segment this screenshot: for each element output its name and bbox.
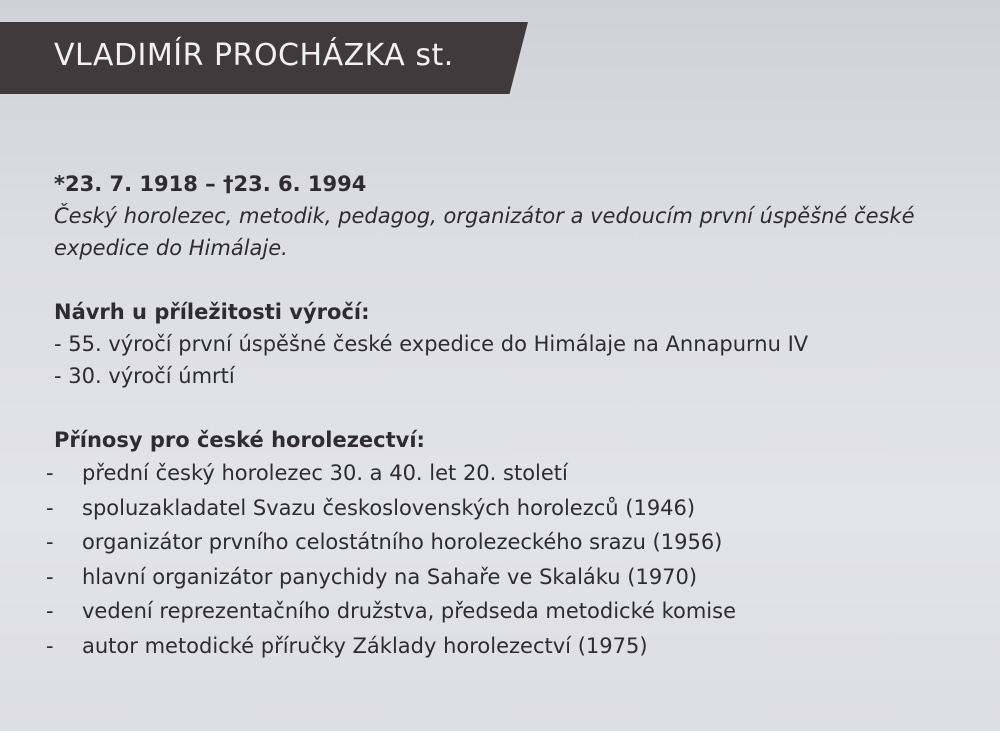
list-item	[46, 560, 984, 595]
bullet-dash: -	[46, 530, 54, 554]
slide-content	[46, 168, 984, 663]
bullet-dash: -	[46, 599, 54, 623]
bullet-dash: -	[46, 495, 54, 520]
description: Český horolezec, metodik, pedagog, organizátor a vedoucím první úspěšné české expedice do Himálaje.	[54, 204, 915, 260]
bullet-dash: -	[46, 564, 54, 589]
list-item	[46, 456, 984, 491]
list-item-text: autor metodické příručky Základy horolezectví (1975)	[82, 633, 648, 658]
list-item	[46, 629, 984, 664]
list-item	[46, 594, 984, 629]
list-item-text: organizátor prvního celostátního horolezeckého srazu (1956)	[82, 530, 723, 554]
proposal-heading: Návrh u příležitosti výročí:	[54, 300, 370, 324]
list-item: - 30. výročí úmrtí	[54, 364, 235, 388]
list-item-text: spoluzakladatel Svazu československých horolezců (1946)	[82, 495, 696, 520]
life-dates: *23. 7. 1918 – †23. 6. 1994	[54, 172, 367, 196]
list-item-text: přední český horolezec 30. a 40. let 20. století	[82, 461, 568, 485]
contributions-heading: Přínosy pro české horolezectví:	[54, 428, 425, 452]
list-item: - 55. výročí první úspěšné české expedice do Himálaje na Annapurnu IV	[54, 332, 809, 356]
list-item	[46, 491, 984, 526]
proposal-list	[54, 328, 984, 392]
page-title: VLADIMÍR PROCHÁZKA st.	[54, 38, 454, 73]
list-item-text: vedení reprezentačního družstva, předseda metodické komise	[82, 599, 737, 623]
list-item-text: hlavní organizátor panychidy na Sahaře ve Skaláku (1970)	[82, 564, 698, 589]
bullet-dash: -	[46, 633, 54, 658]
contributions-list	[46, 456, 984, 663]
bullet-dash: -	[46, 461, 54, 485]
list-item	[46, 525, 984, 560]
